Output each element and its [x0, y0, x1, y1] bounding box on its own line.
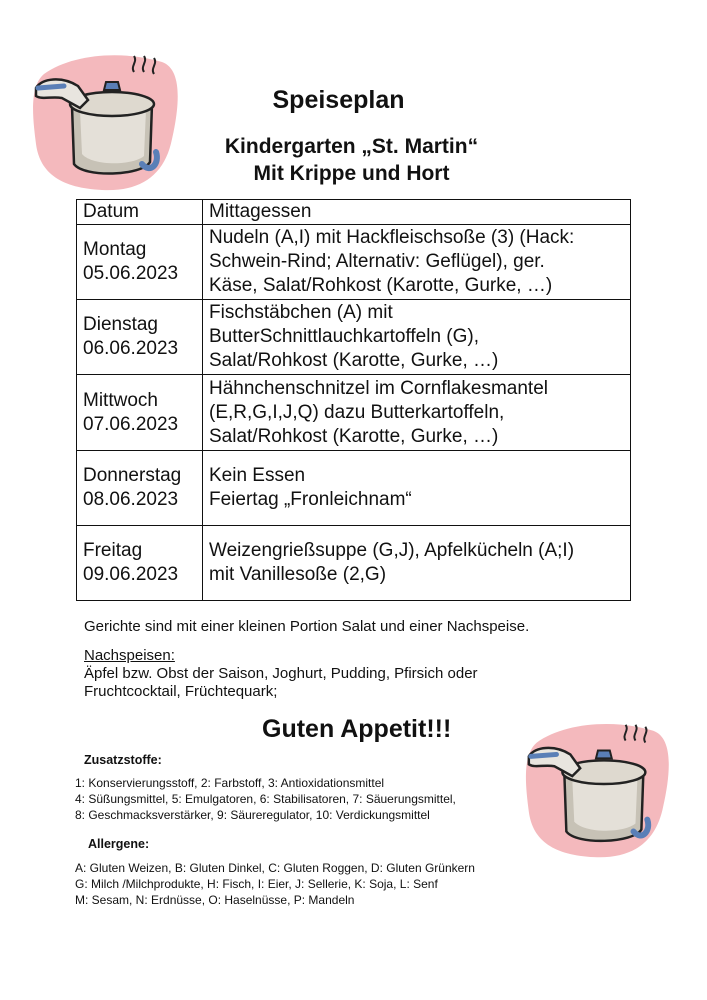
meal-line: Fischstäbchen (A) mit [209, 302, 393, 323]
day-cell [77, 526, 203, 601]
table-header-row [77, 200, 631, 225]
closing-greeting: Guten Appetit!!! [262, 715, 452, 743]
day-cell [77, 300, 203, 375]
table-row [77, 300, 631, 375]
meal-cell [203, 225, 631, 300]
table-row [77, 225, 631, 300]
kindergarten-name: Kindergarten „St. Martin“ [224, 135, 479, 158]
dessert-heading: Nachspeisen: [84, 647, 175, 664]
column-header-meal: Mittagessen [203, 200, 631, 225]
page-title: Speiseplan [272, 86, 405, 114]
day-name: Freitag [83, 540, 143, 561]
meal-line: Nudeln (A,I) mit Hackfleischsoße (3) (Hack: [209, 227, 575, 248]
day-name: Montag [83, 239, 147, 260]
meal-line: Käse, Salat/Rohkost (Karotte, Gurke, …) [209, 275, 553, 296]
allergens-heading: Allergene: [88, 837, 150, 851]
kindergarten-subtitle: Mit Krippe und Hort [253, 162, 450, 185]
day-date: 05.06.2023 [83, 263, 179, 284]
column-header-date: Datum [77, 200, 203, 225]
allergens-line: A: Gluten Weizen, B: Gluten Dinkel, C: Gluten Roggen, D: Gluten Grünkern [75, 861, 475, 875]
additives-line: 1: Konservierungsstoff, 2: Farbstoff, 3: Antioxidationsmittel [75, 776, 385, 790]
meal-cell [203, 526, 631, 601]
day-date: 08.06.2023 [83, 489, 179, 510]
day-date: 09.06.2023 [83, 564, 179, 585]
meal-line: Feiertag „Fronleichnam“ [209, 489, 412, 510]
meal-line: ButterSchnittlauchkartoffeln (G), [209, 326, 479, 347]
day-date: 07.06.2023 [83, 413, 179, 435]
meal-line: Salat/Rohkost (Karotte, Gurke, …) [209, 350, 499, 371]
day-cell [77, 451, 203, 526]
additives-heading: Zusatzstoffe: [84, 753, 162, 767]
meal-cell [203, 375, 631, 451]
menu-table [76, 199, 631, 601]
dessert-text: Äpfel bzw. Obst der Saison, Joghurt, Pudding, Pfirsich oder Fruchtcocktail, Früchtequark; [84, 665, 478, 700]
meal-line: mit Vanillesoße (2,G) [209, 564, 387, 585]
day-cell [77, 375, 203, 451]
meal-line: Hähnchenschnitzel im Cornflakesmantel [209, 377, 548, 399]
meal-line: (E,R,G,I,J,Q) dazu Butterkartoffeln, [209, 401, 505, 423]
allergens-line: M: Sesam, N: Erdnüsse, O: Haselnüsse, P: Mandeln [75, 893, 355, 907]
meal-line: Schwein-Rind; Alternativ: Geflügel), ger. [209, 251, 545, 272]
allergens-line: G: Milch /Milchprodukte, H: Fisch, I: Eier, J: Sellerie, K: Soja, L: Senf [75, 877, 438, 891]
additives-line: 8: Geschmacksverstärker, 9: Säureregulator, 10: Verdickungsmittel [75, 808, 430, 822]
day-name: Donnerstag [83, 465, 182, 486]
day-cell [77, 225, 203, 300]
meal-line: Salat/Rohkost (Karotte, Gurke, …) [209, 425, 499, 447]
meal-line: Weizengrießsuppe (G,J), Apfelkücheln (A;I) [209, 540, 575, 561]
day-name: Mittwoch [83, 389, 158, 411]
meal-cell [203, 300, 631, 375]
table-row [77, 375, 631, 451]
table-row [77, 526, 631, 601]
table-row [77, 451, 631, 526]
day-name: Dienstag [83, 314, 158, 335]
meal-line: Kein Essen [209, 465, 306, 486]
meal-cell [203, 451, 631, 526]
additives-line: 4: Süßungsmittel, 5: Emulgatoren, 6: Stabilisatoren, 7: Säuerungsmittel, [75, 792, 456, 806]
salad-note: Gerichte sind mit einer kleinen Portion Salat und einer Nachspeise. [84, 618, 530, 635]
cooking-pot-icon [515, 708, 673, 866]
day-date: 06.06.2023 [83, 338, 179, 359]
